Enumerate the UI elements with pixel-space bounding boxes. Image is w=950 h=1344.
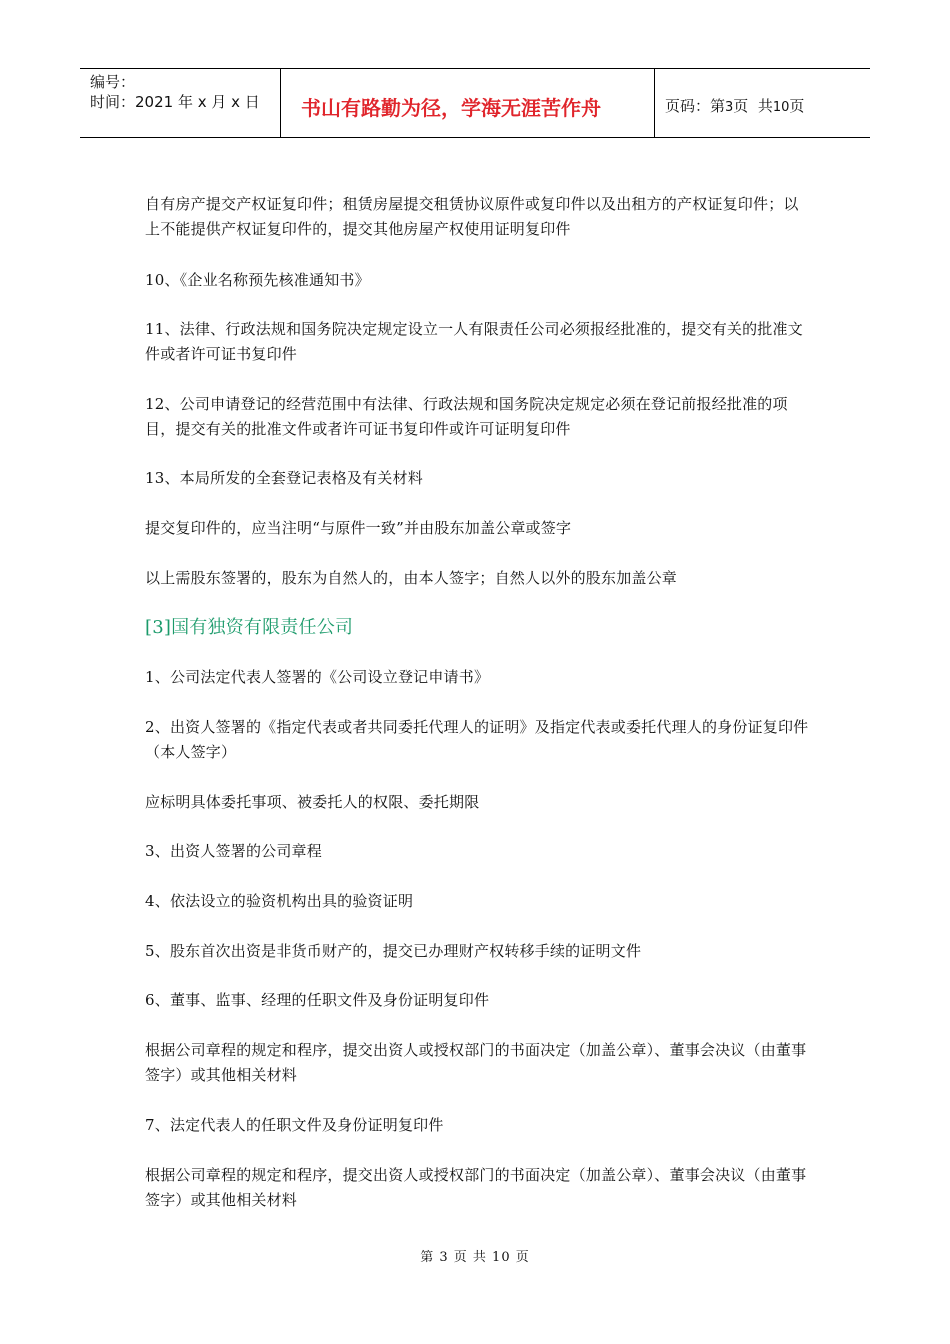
- section-heading: [3]国有独资有限责任公司: [145, 617, 354, 638]
- page-header: [80, 68, 870, 138]
- paragraph: 根据公司章程的规定和程序，提交出资人或授权部门的书面决定（加盖公章）、董事会决议（由董事签字）或其他相关材料: [145, 1041, 807, 1084]
- page-current: 3: [725, 100, 734, 115]
- paragraph: 13、本局所发的全套登记表格及有关材料: [145, 469, 423, 487]
- page-suffix: 页: [789, 97, 805, 115]
- paragraph: 11、法律、行政法规和国务院决定规定设立一人有限责任公司必须报经批准的，提交有关的批准文件或者许可证书复印件: [145, 320, 803, 363]
- header-page-indicator: [665, 95, 804, 116]
- paragraph: 应标明具体委托事项、被委托人的权限、委托期限: [145, 793, 480, 811]
- paragraph: 3、出资人签署的公司章程: [145, 842, 322, 860]
- paragraph: 1、公司法定代表人签署的《公司设立登记申请书》: [145, 668, 490, 686]
- paragraph: 自有房产提交产权证复印件；租赁房屋提交租赁协议原件或复印件以及出租方的产权证复印件；以上不能提供产权证复印件的，提交其他房屋产权使用证明复印件: [145, 195, 799, 238]
- document-date-label: 时间：2021 年 x 月 x 日: [90, 93, 260, 111]
- page-mid: 页 共: [733, 97, 773, 115]
- header-info-cell: [80, 69, 281, 137]
- paragraph: 7、法定代表人的任职文件及身份证明复印件: [145, 1116, 444, 1134]
- page-total: 10: [772, 100, 790, 115]
- paragraph: 5、股东首次出资是非货币财产的，提交已办理财产权转移手续的证明文件: [145, 942, 642, 960]
- header-motto: 书山有路勤为径，学海无涯苦作舟: [301, 96, 601, 120]
- paragraph: 12、公司申请登记的经营范围中有法律、行政法规和国务院决定规定必须在登记前报经批准的项目，提交有关的批准文件或者许可证书复印件或许可证明复印件: [145, 395, 788, 438]
- paragraph: 提交复印件的，应当注明“与原件一致”并由股东加盖公章或签字: [145, 519, 572, 537]
- paragraph: 4、依法设立的验资机构出具的验资证明: [145, 892, 414, 910]
- paragraph: 6、董事、监事、经理的任职文件及身份证明复印件: [145, 991, 490, 1009]
- header-motto-cell: [281, 69, 655, 137]
- header-page-cell: [655, 69, 870, 137]
- paragraph: 根据公司章程的规定和程序，提交出资人或授权部门的书面决定（加盖公章）、董事会决议（由董事签字）或其他相关材料: [145, 1166, 807, 1209]
- paragraph: 10、《企业名称预先核准通知书》: [145, 271, 370, 289]
- document-number-label: 编号：: [90, 73, 136, 91]
- paragraph: 以上需股东签署的，股东为自然人的，由本人签字；自然人以外的股东加盖公章: [145, 569, 678, 587]
- page-footer: 第 3 页 共 10 页: [420, 1250, 530, 1265]
- paragraph: 2、出资人签署的《指定代表或者共同委托代理人的证明》及指定代表或委托代理人的身份证复印件（本人签字）: [145, 718, 809, 761]
- page-prefix: 页码：第: [665, 97, 726, 115]
